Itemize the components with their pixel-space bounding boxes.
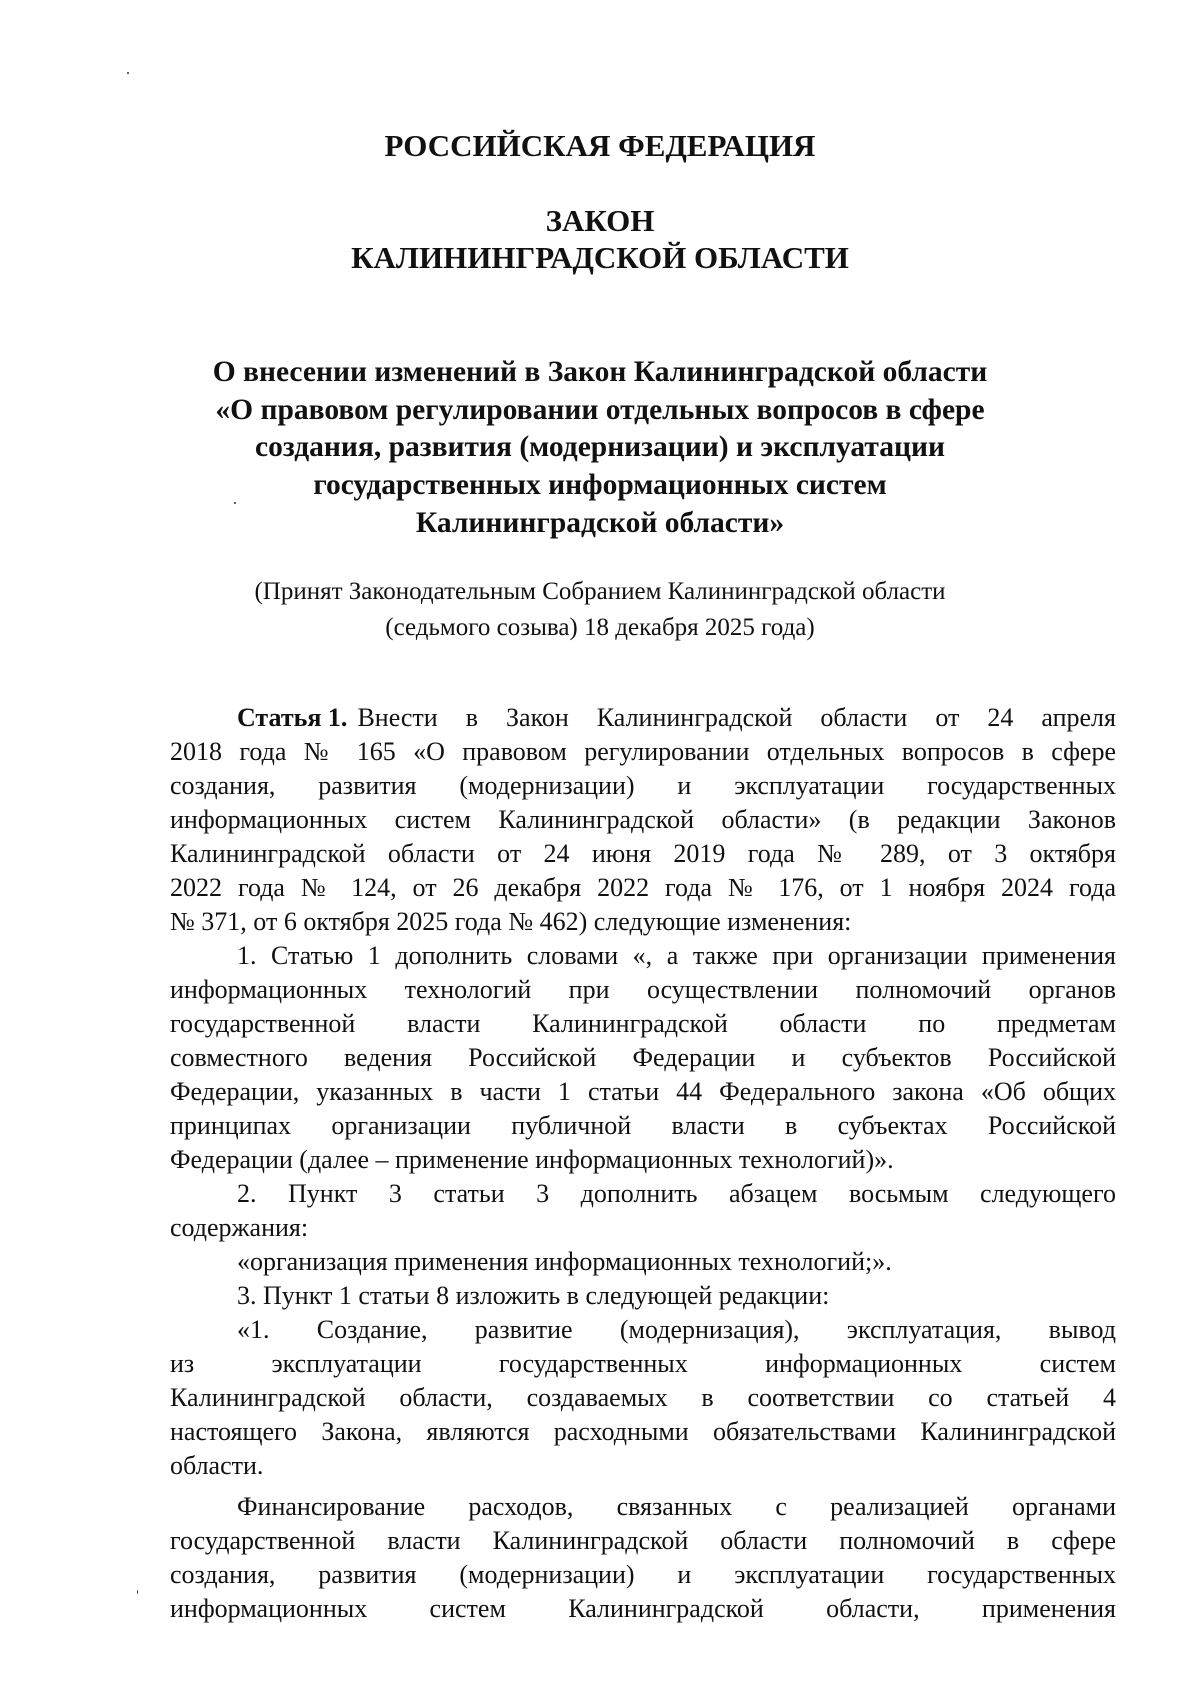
body-line: 2022 года № 124, от 26 декабря 2022 года № 176, от 1 ноября 2024 года bbox=[170, 873, 1116, 902]
scan-speck bbox=[127, 72, 129, 74]
law-title-line: создания, развития (модернизации) и эксплуатации bbox=[255, 431, 945, 463]
body-line: информационных систем Калининградской области» (в редакции Законов bbox=[170, 805, 1116, 834]
body-line: Финансирование расходов, связанных с реализацией органами bbox=[237, 1492, 1116, 1521]
body-line: государственной власти Калининградской области по предметам bbox=[170, 1009, 1116, 1038]
law-title-line: «О правовом регулировании отдельных вопросов в сфере bbox=[215, 394, 985, 426]
body-line: Федерации (далее – применение информационных технологий)». bbox=[170, 1145, 894, 1174]
body-line: создания, развития (модернизации) и эксплуатации государственных bbox=[170, 771, 1116, 800]
body-line: содержания: bbox=[170, 1213, 309, 1242]
scan-speck bbox=[234, 502, 236, 504]
body-line: Федерации, указанных в части 1 статьи 44 Федерального закона «Об общих bbox=[170, 1077, 1116, 1106]
body-line: 3. Пункт 1 статьи 8 изложить в следующей редакции: bbox=[237, 1281, 830, 1310]
body-line: принципах организации публичной власти в субъектах Российской bbox=[170, 1111, 1116, 1140]
law-title-line: государственных информационных систем bbox=[313, 469, 887, 501]
law-type-heading: ЗАКОН bbox=[545, 203, 655, 238]
body-line: 2. Пункт 3 статьи 3 дополнить абзацем восьмым следующего bbox=[237, 1179, 1116, 1208]
body-line: создания, развития (модернизации) и эксплуатации государственных bbox=[170, 1560, 1116, 1589]
body-line: «организация применения информационных технологий;». bbox=[237, 1247, 892, 1276]
body-line: настоящего Закона, являются расходными обязательствами Калининградской bbox=[170, 1417, 1116, 1446]
body-line: совместного ведения Российской Федерации и субъектов Российской bbox=[170, 1043, 1116, 1072]
article-heading: Статья 1. bbox=[237, 703, 348, 732]
body-line: из эксплуатации государственных информационных систем bbox=[170, 1349, 1116, 1378]
body-line: государственной власти Калининградской области полномочий в сфере bbox=[170, 1526, 1116, 1555]
article-first-line-text: Внести в Закон Калининградской области от 24 апреля bbox=[357, 703, 1116, 732]
body-line: 1. Статью 1 дополнить словами «, а также при организации применения bbox=[237, 941, 1116, 970]
law-title-line: О внесении изменений в Закон Калининградской области bbox=[212, 356, 988, 388]
scan-speck bbox=[137, 1590, 138, 1594]
adoption-note-line: (Принят Законодательным Собранием Калининградской области bbox=[254, 578, 946, 605]
body-line: области. bbox=[170, 1451, 264, 1480]
body-line: № 371, от 6 октября 2025 года № 462) следующие изменения: bbox=[170, 907, 852, 936]
body-line: Калининградской области, создаваемых в соответствии со статьей 4 bbox=[170, 1383, 1116, 1412]
body-line: «1. Создание, развитие (модернизация), эксплуатация, вывод bbox=[237, 1315, 1116, 1344]
body-line: Калининградской области от 24 июня 2019 года № 289, от 3 октября bbox=[170, 839, 1116, 868]
body-line: 2018 года № 165 «О правовом регулировании отдельных вопросов в сфере bbox=[170, 737, 1116, 766]
article-first-line bbox=[237, 703, 1116, 733]
country-heading: РОССИЙСКАЯ ФЕДЕРАЦИЯ bbox=[384, 128, 816, 163]
region-heading: КАЛИНИНГРАДСКОЙ ОБЛАСТИ bbox=[351, 240, 849, 275]
law-title-line: Калининградской области» bbox=[415, 507, 785, 539]
adoption-note-line: (седьмого созыва) 18 декабря 2025 года) bbox=[385, 614, 815, 641]
body-line: информационных технологий при осуществлении полномочий органов bbox=[170, 975, 1116, 1004]
body-line: информационных систем Калининградской области, применения bbox=[170, 1594, 1116, 1623]
